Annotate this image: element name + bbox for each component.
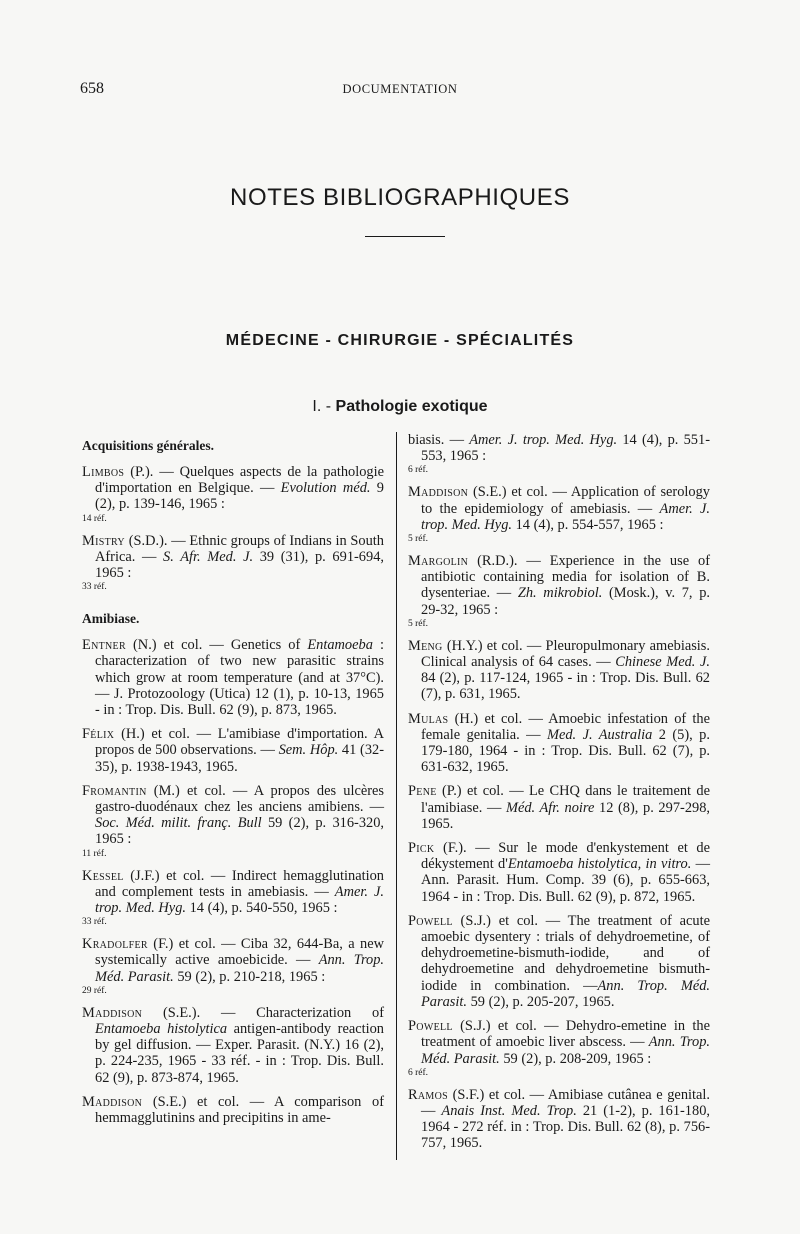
entry-text: (S.D.). — Ethnic groups of Indians in South Africa. — — [95, 532, 384, 565]
entry-details: 84 (2), p. 117-124, 1965 - in : Trop. Dis. Bull. 62 (7), p. 631, 1965. — [421, 670, 710, 703]
bibliography-entry — [82, 783, 384, 860]
entry-author: Margolin — [408, 553, 469, 570]
page-title: NOTES BIBLIOGRAPHIQUES — [230, 184, 570, 211]
bibliography-entry — [82, 1094, 384, 1126]
entry-refs: 5 réf. — [408, 618, 429, 629]
entry-source: Entamoeba — [307, 637, 373, 654]
entry-refs: 6 réf. — [408, 1067, 429, 1078]
entry-refs: 14 réf. — [82, 513, 107, 524]
entry-text: (S.J.) et col. — The treatment of acute amoebic dysentery : trials of dehydroemetine, of dehydroemetine-bismuth-iodide, and of dehydroemetine and dehydroemetine bismuth-iodide in combination. — — [421, 912, 710, 994]
entry-author: Maddison — [408, 484, 469, 501]
entry-details: 14 (4), p. 551-553, 1965 : — [421, 432, 710, 465]
entry-source: Chinese Med. J. — [615, 654, 710, 671]
subsection-title: Pathologie exotique — [335, 398, 488, 415]
entry-source: Zh. mikrobiol. — [517, 585, 603, 602]
entry-author: Limbos — [82, 464, 125, 480]
entry-text: (J.F.) et col. — Indirect hemagglutination and complement tests in amebiasis. — — [95, 867, 384, 900]
entry-details: 59 (2), p. 316-320, 1965 : — [95, 815, 385, 848]
entry-source: Ann. Trop. Méd. Parasit. — [421, 977, 711, 1010]
bibliography-entry — [82, 936, 384, 997]
entry-source: Sem. Hôp. — [278, 742, 339, 759]
entry-source: Evolution méd. — [280, 480, 371, 497]
subsection-heading — [0, 398, 800, 416]
entry-author: Mulas — [408, 710, 449, 727]
entry-details: antigen-antibody reaction by gel diffusion. — Exper. Parasit. (N.Y.) 16 (2), p. 224-235, 1965 - 33 réf. - in : Trop. Dis. Bull. 62 (9), p. 873-874, 1965. — [95, 1021, 384, 1086]
entry-details: 9 (2), p. 139-146, 1965 : — [95, 480, 384, 513]
entry-text: (S.E.). — Characterization of — [142, 1004, 384, 1021]
bibliography-entry — [82, 726, 384, 775]
entry-details: 59 (2), p. 208-209, 1965 : — [499, 1050, 652, 1067]
section-heading: MÉDECINE - CHIRURGIE - SPÉCIALITÉS — [225, 332, 575, 349]
bibliography-entry — [408, 840, 710, 905]
entry-author: Ramos — [408, 1086, 448, 1103]
entry-details: 41 (32-35), p. 1938-1943, 1965. — [95, 742, 384, 775]
entry-author: Kessel — [82, 867, 124, 884]
entry-author: Félix — [82, 726, 115, 743]
entry-text: (F.). — Sur le mode d'enkystement et de dékystement d' — [421, 840, 710, 873]
entry-details: 12 (8), p. 297-298, 1965. — [421, 799, 710, 832]
bibliography-entry — [82, 533, 384, 594]
bibliography-entry — [408, 432, 710, 476]
entry-text: (S.F.) et col. — Amibiase cutânea e genital. — — [421, 1086, 710, 1119]
entry-source: Soc. Méd. milit. franç. Bull — [95, 815, 262, 832]
entry-details: 21 (1-2), p. 161-180, 1964 - 272 réf. in : Trop. Dis. Bull. 62 (8), p. 756-757, 1965. — [421, 1102, 710, 1152]
entry-text: (R.D.). — Experience in the use of antibiotic containing media for isolation of B. dysenteriae. — — [421, 553, 710, 602]
entry-text: (S.E.) et col. — Application of serology to the epidemiology of amebiasis. — — [421, 484, 710, 517]
entry-author: Mistry — [82, 532, 125, 549]
entry-author: Maddison — [82, 1004, 143, 1021]
entry-source: Amer. J. trop. Med. Hyg. — [95, 883, 384, 917]
entry-source: Ann. Trop. Méd. Parasit. — [95, 952, 384, 985]
entry-text: (S.J.) et col. — Dehydro-emetine in the treatment of amoebic liver abscess. — — [421, 1018, 710, 1051]
bibliography-entry — [408, 553, 710, 630]
bibliography-entry — [408, 1018, 710, 1079]
entry-text: (M.) et col. — A propos des ulcères gastro-duodénaux chez les anciens amibiens. — — [95, 782, 384, 816]
entry-source: Amer. J. trop. Med. Hyg. — [469, 432, 618, 448]
entry-source: Anais Inst. Med. Trop. — [441, 1102, 577, 1119]
entry-text: (H.) et col. — Amoebic infestation of the female genitalia. — — [421, 710, 710, 743]
entry-text: (F.) et col. — Ciba 32, 644-Ba, a new systemically active amoebicide. — — [95, 936, 384, 969]
title-underline — [365, 236, 445, 237]
entry-source: Entamoeba histolytica — [95, 1021, 228, 1038]
column-divider — [396, 432, 397, 1160]
entry-author: Fromantin — [82, 782, 147, 799]
entry-refs: 5 réf. — [408, 534, 429, 545]
entry-source: Ann. Trop. Méd. Parasit. — [421, 1034, 710, 1067]
entry-text: biasis. — — [408, 432, 470, 448]
entry-source: Med. J. Australia — [546, 726, 653, 743]
bibliography-entry — [408, 711, 710, 776]
left-column — [82, 432, 384, 1134]
page-number: 658 — [80, 80, 104, 97]
entry-text: (P.). — Quelques aspects de la pathologie d'importation en Belgique. — — [95, 464, 384, 497]
bibliography-entry — [408, 638, 710, 703]
bibliography-entry — [408, 783, 710, 832]
entry-source: S. Afr. Med. J. — [163, 548, 254, 565]
entry-text: (S.E.) et col. — A comparison of hemmagglutinins and precipitins in ame- — [95, 1093, 384, 1127]
entry-author: Maddison — [82, 1093, 143, 1110]
entry-details: 59 (2), p. 205-207, 1965. — [466, 993, 615, 1010]
entry-text: (P.) et col. — Le CHQ dans le traitement de l'amibiase. — — [421, 783, 710, 816]
entry-author: Pene — [408, 783, 437, 800]
bibliography-entry — [408, 1087, 710, 1152]
entry-details: 2 (5), p. 179-180, 1964 - in : Trop. Dis. Bull. 62 (7), p. 631-632, 1965. — [421, 726, 710, 776]
entry-refs: 11 réf. — [82, 848, 107, 859]
entry-author: Pick — [408, 840, 435, 857]
entry-details: : characterization of two new parasitic strains which grow at room temperature (and at 37°C). — J. Protozoology (Utica) 12 (1), p. 10-13, 1965 - in : Trop. Dis. Bull. 62 (9), p. 873, 1965. — [95, 637, 384, 719]
entry-author: Powell — [408, 1018, 453, 1035]
entry-details: 39 (31), p. 691-694, 1965 : — [95, 548, 384, 582]
entry-source: Entamoeba histolytica, in vitro. — [507, 856, 692, 873]
entry-refs: 33 réf. — [82, 917, 107, 928]
category-heading: Acquisitions générales. — [82, 438, 215, 453]
entry-author: Kradolfer — [82, 936, 148, 953]
entry-details: — Ann. Parasit. Hum. Comp. 39 (6), p. 655-663, 1964 - in : Trop. Dis. Bull. 62 (9), p. 872, 1965. — [421, 856, 710, 905]
entry-text: (N.) et col. — Genetics of — [125, 637, 308, 654]
bibliography-entry — [82, 637, 384, 718]
right-column — [408, 432, 710, 1160]
entry-details: 59 (2), p. 210-218, 1965 : — [173, 968, 326, 985]
entry-source: Méd. Afr. noire — [505, 799, 595, 816]
entry-details: 14 (4), p. 554-557, 1965 : — [512, 516, 664, 533]
entry-refs: 29 réf. — [82, 985, 107, 996]
entry-refs: 6 réf. — [408, 465, 429, 476]
entry-refs: 33 réf. — [82, 582, 107, 593]
entry-author: Meng — [408, 637, 443, 654]
entry-details: (Mosk.), v. 7, p. 29-32, 1965 : — [421, 585, 710, 618]
running-title: DOCUMENTATION — [342, 82, 458, 96]
entry-source: Amer. J. trop. Med. Hyg. — [421, 500, 711, 533]
subsection-number: I. - — [312, 398, 332, 415]
bibliography-entry — [408, 484, 710, 545]
entry-details: 14 (4), p. 540-550, 1965 : — [186, 900, 338, 917]
bibliography-entry — [82, 464, 384, 525]
bibliography-entry — [408, 913, 710, 1010]
entry-text: (H.Y.) et col. — Pleuropulmonary amebiasis. Clinical analysis of 64 cases. — — [421, 637, 710, 671]
entry-text: (H.) et col. — L'amibiase d'importation. A propos de 500 observations. — — [95, 726, 384, 759]
bibliography-entry — [82, 1005, 384, 1086]
entry-author: Entner — [82, 637, 126, 654]
category-heading: Amibiase. — [82, 611, 140, 627]
bibliography-entry — [82, 868, 384, 929]
entry-author: Powell — [408, 912, 453, 929]
